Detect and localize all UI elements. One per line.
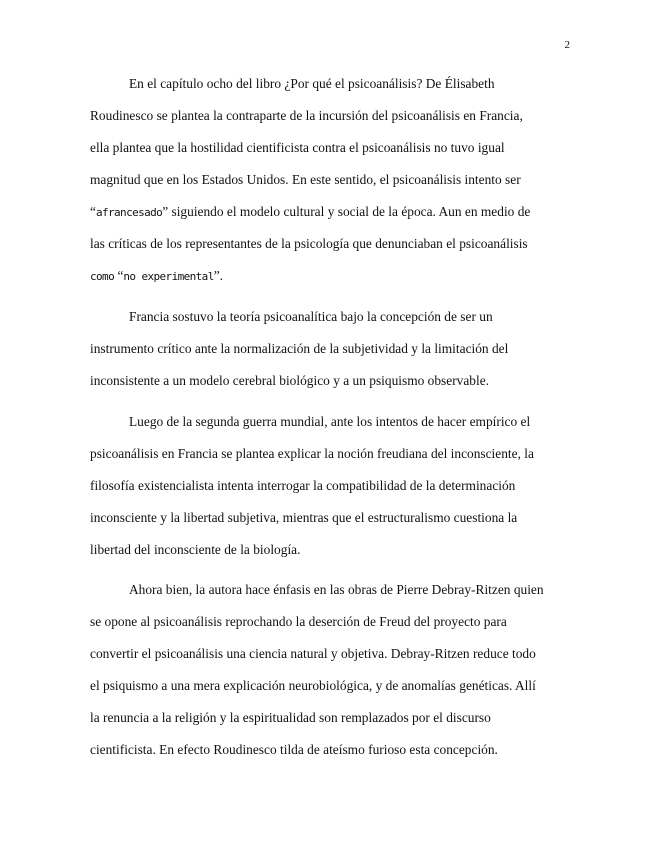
quote-close: ”. (213, 268, 224, 283)
quote-open: “ (90, 204, 96, 219)
paragraph-4-line-6: cientificista. En efecto Roudinesco tilda de ateísmo furioso esta concepción. (90, 742, 498, 757)
quoted-phrase-no-experimental: no experimental (123, 270, 214, 283)
paragraph-2-line-1: Francia sostuvo la teoría psicoanalítica bajo la concepción de ser un (129, 309, 493, 324)
paragraph-1-line-1: En el capítulo ocho del libro ¿Por qué el psicoanálisis? De Élisabeth (129, 76, 495, 91)
paragraph-1-line-3: ella plantea que la hostilidad cientificista contra el psicoanálisis no tuvo igual (90, 140, 505, 155)
paragraph-2-line-2: instrumento crítico ante la normalización de la subjetividad y la limitación del (90, 341, 509, 356)
paragraph-4-line-2: se opone al psicoanálisis reprochando la deserción de Freud del proyecto para (90, 614, 507, 629)
paragraph-1-line-6: las críticas de los representantes de la psicología que denunciaban el psicoanálisis (90, 236, 528, 251)
paragraph-4-line-5: la renuncia a la religión y la espiritualidad son remplazados por el discurso (90, 710, 491, 725)
paragraph-1-line-5 (90, 204, 530, 221)
line-rest: siguiendo el modelo cultural y social de la época. Aun en medio de (168, 204, 531, 219)
quote-close: ” (162, 204, 169, 219)
paragraph-4-line-3: convertir el psicoanálisis una ciencia natural y objetiva. Debray-Ritzen reduce todo (90, 646, 536, 661)
paragraph-4-line-1: Ahora bien, la autora hace énfasis en las obras de Pierre Debray-Ritzen quien (129, 582, 544, 597)
paragraph-4-line-4: el psiquismo a una mera explicación neurobiológica, y de anomalías genéticas. Allí (90, 678, 536, 693)
paragraph-3-line-5: libertad del inconsciente de la biología. (90, 542, 301, 557)
paragraph-1-line-2: Roudinesco se plantea la contraparte de la incursión del psicoanálisis en Francia, (90, 108, 523, 123)
paragraph-1-line-7 (90, 268, 223, 285)
paragraph-2-line-3: inconsistente a un modelo cerebral biológico y a un psiquismo observable. (90, 373, 490, 388)
paragraph-3-line-1: Luego de la segunda guerra mundial, ante los intentos de hacer empírico el (129, 414, 531, 429)
line-prefix-como: como (90, 270, 115, 283)
paragraph-3-line-3: filosofía existencialista intenta interrogar la compatibilidad de la determinación (90, 478, 516, 493)
paragraph-1-line-4: magnitud que en los Estados Unidos. En este sentido, el psicoanálisis intento ser (90, 172, 521, 187)
page-number: 2 (564, 39, 570, 51)
quote-open: “ (114, 268, 124, 283)
paragraph-3-line-2: psicoanálisis en Francia se plantea explicar la noción freudiana del inconsciente, la (90, 446, 534, 461)
paragraph-3-line-4: inconsciente y la libertad subjetiva, mientras que el estructuralismo cuestiona la (90, 510, 518, 525)
quoted-word-afrancesado: afrancesado (95, 206, 163, 219)
